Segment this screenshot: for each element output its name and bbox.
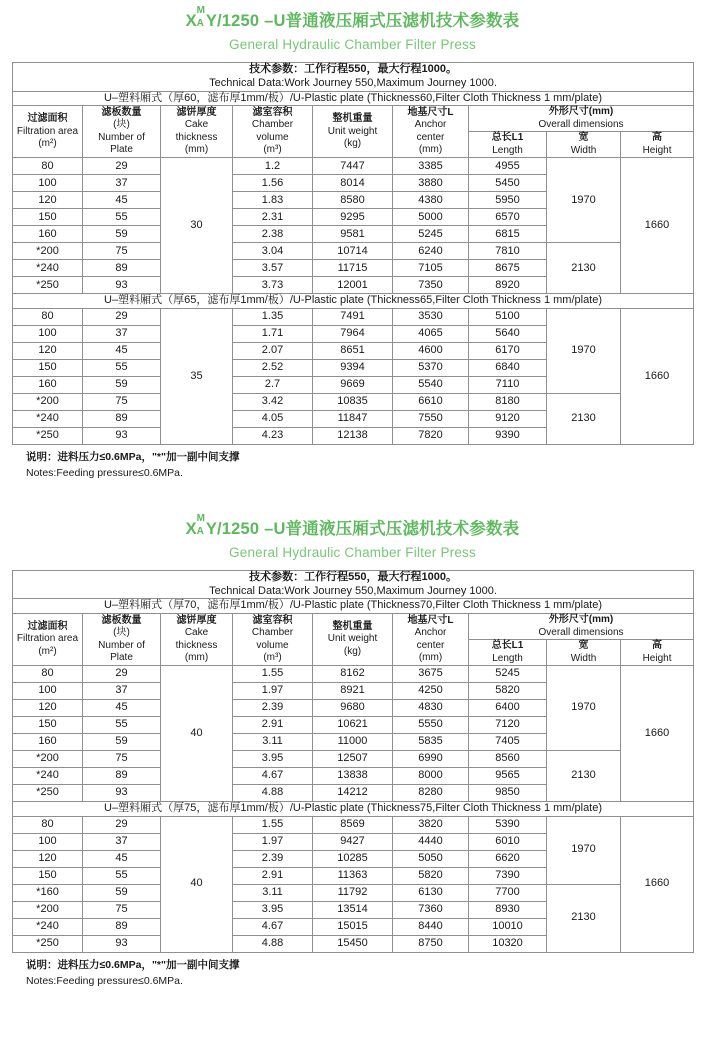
cell-unit-weight: 9295 [313,209,393,226]
table-row [13,816,694,833]
cell-filtration-area: 150 [13,867,83,884]
cell-unit-weight: 11715 [313,260,393,277]
cell-chamber-volume: 4.67 [233,768,313,785]
logo-superscript: M [196,512,206,524]
plate-spec-banner: U–塑料厢式（厚65，滤布厚1mm/板）/U-Plastic plate (Thickness65,Filter Cloth Thickness 1 mm/plate) [13,294,694,309]
cell-unit-weight: 10621 [313,717,393,734]
cell-length: 6620 [469,850,547,867]
cell-unit-weight: 14212 [313,785,393,802]
cell-chamber-volume: 2.91 [233,867,313,884]
cell-anchor-center: 6610 [393,394,469,411]
cell-filtration-area: *200 [13,751,83,768]
plate-spec-banner: U–塑料厢式（厚75，滤布厚1mm/板）/U-Plastic plate (Thickness75,Filter Cloth Thickness 1 mm/plate) [13,802,694,817]
cell-chamber-volume: 3.57 [233,260,313,277]
plate-spec-banner: U–塑料厢式（厚60，滤布厚1mm/板）/U-Plastic plate (Thickness60,Filter Cloth Thickness 1 mm/plate) [13,91,694,106]
cell-anchor-center: 7105 [393,260,469,277]
header-filtration-area: 过滤面积 Filtration area (m²) [13,614,83,666]
cell-plate-number: 93 [83,277,161,294]
cell-filtration-area: *240 [13,260,83,277]
cell-chamber-volume: 3.42 [233,394,313,411]
cell-plate-number: 75 [83,243,161,260]
technical-data-banner [13,63,694,92]
cell-chamber-volume: 2.7 [233,377,313,394]
cell-chamber-volume: 1.97 [233,833,313,850]
table-notes [12,445,693,482]
cell-length: 6010 [469,833,547,850]
cell-cake-thickness: 40 [161,666,233,802]
cell-anchor-center: 5835 [393,734,469,751]
cell-anchor-center: 3530 [393,309,469,326]
cell-length: 6840 [469,360,547,377]
cell-width: 2130 [547,243,621,294]
technical-data-banner-row [13,570,694,599]
cell-anchor-center: 3675 [393,666,469,683]
cell-chamber-volume: 1.55 [233,666,313,683]
table-row [13,884,694,901]
cell-unit-weight: 11792 [313,884,393,901]
notes-en: Notes:Feeding pressure≤0.6MPa. [26,466,183,479]
cell-unit-weight: 10714 [313,243,393,260]
cell-anchor-center: 3820 [393,816,469,833]
header-overall-dimensions: 外形尺寸(mm) Overall dimensions [469,614,694,640]
cell-filtration-area: *250 [13,428,83,445]
table-row [13,751,694,768]
cell-length: 8675 [469,260,547,277]
cell-filtration-area: 100 [13,683,83,700]
cell-plate-number: 45 [83,343,161,360]
cell-chamber-volume: 3.95 [233,901,313,918]
cell-width: 1970 [547,816,621,884]
cell-filtration-area: *250 [13,785,83,802]
cell-plate-number: 93 [83,935,161,952]
cell-chamber-volume: 2.07 [233,343,313,360]
cell-length: 5640 [469,326,547,343]
cell-length: 10010 [469,918,547,935]
cell-length: 5820 [469,683,547,700]
cell-filtration-area: *240 [13,768,83,785]
spec-table-section [0,0,705,482]
cell-length: 6400 [469,700,547,717]
cell-plate-number: 37 [83,326,161,343]
cell-chamber-volume: 1.97 [233,683,313,700]
cell-length: 5100 [469,309,547,326]
table-row [13,158,694,175]
notes-cn: 说明：进料压力≤0.6MPa，"*"加一副中间支撑 [26,958,240,971]
spec-table-section [0,508,705,990]
cell-anchor-center: 5820 [393,867,469,884]
cell-length: 5450 [469,175,547,192]
header-length: 总长L1 Length [469,640,547,666]
cell-chamber-volume: 2.38 [233,226,313,243]
cell-anchor-center: 7820 [393,428,469,445]
header-overall-dimensions: 外形尺寸(mm) Overall dimensions [469,106,694,132]
cell-filtration-area: 100 [13,833,83,850]
cell-plate-number: 29 [83,158,161,175]
cell-filtration-area: 150 [13,360,83,377]
title-model: Y/1250 –U普通液压厢式压滤机技术参数表 [205,12,520,30]
notes-cn: 说明：进料压力≤0.6MPa，"*"加一副中间支撑 [26,451,240,464]
cell-unit-weight: 9394 [313,360,393,377]
cell-unit-weight: 7491 [313,309,393,326]
cell-width: 1970 [547,309,621,394]
table-row [13,309,694,326]
banner-line-cn: 技术参数：工作行程550，最大行程1000。 [249,63,457,76]
cell-plate-number: 55 [83,717,161,734]
header-filtration-area: 过滤面积 Filtration area (m²) [13,106,83,158]
cell-filtration-area: 120 [13,700,83,717]
table-notes [12,953,693,990]
cell-filtration-area: 150 [13,209,83,226]
header-anchor-center: 地基尺寸L Anchor center (mm) [393,106,469,158]
cell-unit-weight: 11847 [313,411,393,428]
cell-filtration-area: *200 [13,243,83,260]
cell-plate-number: 45 [83,192,161,209]
cell-anchor-center: 7360 [393,901,469,918]
cell-cake-thickness: 35 [161,309,233,445]
cell-unit-weight: 8921 [313,683,393,700]
spec-table [12,62,694,445]
page-subtitle: General Hydraulic Chamber Filter Press [229,37,476,53]
page-title [12,0,693,30]
cell-filtration-area: 120 [13,850,83,867]
cell-length: 5950 [469,192,547,209]
cell-filtration-area: *200 [13,394,83,411]
cell-anchor-center: 5550 [393,717,469,734]
cell-unit-weight: 9680 [313,700,393,717]
cell-anchor-center: 5245 [393,226,469,243]
cell-chamber-volume: 1.83 [233,192,313,209]
logo-superscript: M [196,5,206,16]
cell-plate-number: 55 [83,867,161,884]
cell-length: 7810 [469,243,547,260]
cell-anchor-center: 4440 [393,833,469,850]
cell-length: 10320 [469,935,547,952]
cell-chamber-volume: 1.55 [233,816,313,833]
cell-width: 1970 [547,666,621,751]
cell-plate-number: 59 [83,884,161,901]
cell-plate-number: 89 [83,918,161,935]
cell-unit-weight: 11000 [313,734,393,751]
spec-table [12,570,694,953]
cell-anchor-center: 8750 [393,935,469,952]
block-subbanner-row [13,91,694,106]
cell-anchor-center: 3880 [393,175,469,192]
cell-plate-number: 29 [83,816,161,833]
cell-plate-number: 75 [83,751,161,768]
xma-logotype [185,512,206,538]
cell-anchor-center: 5000 [393,209,469,226]
cell-unit-weight: 13838 [313,768,393,785]
cell-unit-weight: 10835 [313,394,393,411]
cell-plate-number: 37 [83,833,161,850]
cell-filtration-area: *240 [13,918,83,935]
cell-chamber-volume: 3.11 [233,884,313,901]
block-subbanner-row [13,599,694,614]
cell-filtration-area: 80 [13,309,83,326]
cell-cake-thickness: 40 [161,816,233,952]
logo-base: X [185,519,197,538]
cell-filtration-area: 120 [13,343,83,360]
cell-anchor-center: 7350 [393,277,469,294]
cell-chamber-volume: 1.35 [233,309,313,326]
cell-filtration-area: *160 [13,884,83,901]
cell-anchor-center: 8000 [393,768,469,785]
cell-chamber-volume: 4.67 [233,918,313,935]
cell-unit-weight: 9669 [313,377,393,394]
header-plate-number: 滤板数量 (块) Number of Plate [83,614,161,666]
cell-length: 9565 [469,768,547,785]
cell-chamber-volume: 4.23 [233,428,313,445]
header-row-primary [13,614,694,640]
page-subtitle: General Hydraulic Chamber Filter Press [229,544,476,560]
header-width: 宽 Width [547,640,621,666]
cell-width: 2130 [547,751,621,802]
cell-plate-number: 29 [83,309,161,326]
cell-chamber-volume: 4.88 [233,785,313,802]
cell-plate-number: 29 [83,666,161,683]
cell-length: 7120 [469,717,547,734]
cell-unit-weight: 8569 [313,816,393,833]
cell-anchor-center: 4380 [393,192,469,209]
cell-length: 7405 [469,734,547,751]
cell-plate-number: 93 [83,428,161,445]
cell-chamber-volume: 4.05 [233,411,313,428]
header-anchor-center: 地基尺寸L Anchor center (mm) [393,614,469,666]
cell-filtration-area: 160 [13,734,83,751]
cell-length: 7110 [469,377,547,394]
cell-anchor-center: 5370 [393,360,469,377]
cell-filtration-area: 120 [13,192,83,209]
cell-length: 8180 [469,394,547,411]
cell-plate-number: 59 [83,226,161,243]
cell-length: 9850 [469,785,547,802]
cell-plate-number: 59 [83,734,161,751]
cell-plate-number: 55 [83,209,161,226]
cell-anchor-center: 8280 [393,785,469,802]
header-row-primary [13,106,694,132]
header-plate-number: 滤板数量 (块) Number of Plate [83,106,161,158]
cell-width: 2130 [547,394,621,445]
page-title [12,508,693,538]
cell-plate-number: 55 [83,360,161,377]
cell-filtration-area: 160 [13,377,83,394]
cell-chamber-volume: 1.2 [233,158,313,175]
banner-line-en: Technical Data:Work Journey 550,Maximum Journey 1000. [209,584,497,597]
cell-anchor-center: 6990 [393,751,469,768]
cell-plate-number: 75 [83,901,161,918]
cell-length: 6170 [469,343,547,360]
table-row [13,394,694,411]
cell-unit-weight: 15450 [313,935,393,952]
cell-unit-weight: 8162 [313,666,393,683]
cell-plate-number: 89 [83,260,161,277]
cell-filtration-area: 160 [13,226,83,243]
cell-plate-number: 45 [83,700,161,717]
section-spacer [0,482,705,508]
cell-filtration-area: 100 [13,326,83,343]
cell-chamber-volume: 3.95 [233,751,313,768]
cell-unit-weight: 7964 [313,326,393,343]
cell-height: 1660 [621,816,694,952]
cell-length: 9390 [469,428,547,445]
cell-unit-weight: 15015 [313,918,393,935]
header-height: 高 Height [621,132,694,158]
cell-length: 6570 [469,209,547,226]
cell-anchor-center: 8440 [393,918,469,935]
cell-anchor-center: 7550 [393,411,469,428]
table-row [13,243,694,260]
block-subbanner-row [13,802,694,817]
cell-chamber-volume: 2.91 [233,717,313,734]
cell-width: 1970 [547,158,621,243]
cell-length: 7700 [469,884,547,901]
banner-line-en: Technical Data:Work Journey 550,Maximum Journey 1000. [209,76,497,89]
cell-anchor-center: 5050 [393,850,469,867]
cell-unit-weight: 10285 [313,850,393,867]
notes-en: Notes:Feeding pressure≤0.6MPa. [26,974,183,987]
cell-filtration-area: 150 [13,717,83,734]
cell-unit-weight: 12507 [313,751,393,768]
cell-height: 1660 [621,666,694,802]
cell-length: 8560 [469,751,547,768]
cell-anchor-center: 6240 [393,243,469,260]
cell-width: 2130 [547,884,621,952]
header-unit-weight: 整机重量 Unit weight (kg) [313,614,393,666]
cell-length: 5245 [469,666,547,683]
cell-filtration-area: 100 [13,175,83,192]
cell-anchor-center: 6130 [393,884,469,901]
logo-base: X [185,12,197,30]
cell-length: 9120 [469,411,547,428]
cell-length: 4955 [469,158,547,175]
cell-unit-weight: 11363 [313,867,393,884]
cell-filtration-area: *250 [13,277,83,294]
technical-data-banner-row [13,63,694,92]
cell-unit-weight: 8651 [313,343,393,360]
header-cake-thickness: 滤饼厚度 Cake thickness (mm) [161,106,233,158]
cell-chamber-volume: 2.39 [233,850,313,867]
header-unit-weight: 整机重量 Unit weight (kg) [313,106,393,158]
cell-chamber-volume: 3.04 [233,243,313,260]
cell-chamber-volume: 3.73 [233,277,313,294]
cell-length: 8920 [469,277,547,294]
cell-chamber-volume: 4.88 [233,935,313,952]
cell-anchor-center: 3385 [393,158,469,175]
title-model: Y/1250 –U普通液压厢式压滤机技术参数表 [205,519,520,538]
cell-anchor-center: 5540 [393,377,469,394]
cell-plate-number: 93 [83,785,161,802]
cell-filtration-area: 80 [13,158,83,175]
header-width: 宽 Width [547,132,621,158]
cell-filtration-area: *240 [13,411,83,428]
cell-plate-number: 89 [83,411,161,428]
cell-chamber-volume: 1.56 [233,175,313,192]
cell-unit-weight: 12138 [313,428,393,445]
logo-subscript: A [196,18,205,29]
header-cake-thickness: 滤饼厚度 Cake thickness (mm) [161,614,233,666]
header-chamber-volume: 滤室容积 Chamber volume (m³) [233,106,313,158]
cell-length: 7390 [469,867,547,884]
cell-plate-number: 75 [83,394,161,411]
cell-cake-thickness: 30 [161,158,233,294]
cell-anchor-center: 4250 [393,683,469,700]
cell-chamber-volume: 2.52 [233,360,313,377]
cell-filtration-area: *250 [13,935,83,952]
cell-length: 6815 [469,226,547,243]
logo-subscript: A [196,525,205,537]
header-height: 高 Height [621,640,694,666]
cell-unit-weight: 8014 [313,175,393,192]
cell-unit-weight: 13514 [313,901,393,918]
cell-height: 1660 [621,309,694,445]
cell-length: 8930 [469,901,547,918]
cell-filtration-area: 80 [13,816,83,833]
cell-plate-number: 37 [83,175,161,192]
cell-plate-number: 89 [83,768,161,785]
cell-filtration-area: *200 [13,901,83,918]
cell-filtration-area: 80 [13,666,83,683]
plate-spec-banner: U–塑料厢式（厚70，滤布厚1mm/板）/U-Plastic plate (Thickness70,Filter Cloth Thickness 1 mm/plate) [13,599,694,614]
table-row [13,666,694,683]
cell-length: 5390 [469,816,547,833]
header-chamber-volume: 滤室容积 Chamber volume (m³) [233,614,313,666]
cell-unit-weight: 9581 [313,226,393,243]
cell-anchor-center: 4600 [393,343,469,360]
cell-plate-number: 59 [83,377,161,394]
technical-data-banner [13,570,694,599]
xma-logotype [185,5,206,30]
cell-anchor-center: 4830 [393,700,469,717]
cell-height: 1660 [621,158,694,294]
cell-anchor-center: 4065 [393,326,469,343]
cell-unit-weight: 7447 [313,158,393,175]
cell-unit-weight: 12001 [313,277,393,294]
cell-chamber-volume: 3.11 [233,734,313,751]
block-subbanner-row [13,294,694,309]
cell-plate-number: 45 [83,850,161,867]
cell-plate-number: 37 [83,683,161,700]
header-length: 总长L1 Length [469,132,547,158]
cell-unit-weight: 8580 [313,192,393,209]
banner-line-cn: 技术参数：工作行程550，最大行程1000。 [249,570,457,583]
cell-chamber-volume: 2.31 [233,209,313,226]
cell-unit-weight: 9427 [313,833,393,850]
cell-chamber-volume: 2.39 [233,700,313,717]
cell-chamber-volume: 1.71 [233,326,313,343]
